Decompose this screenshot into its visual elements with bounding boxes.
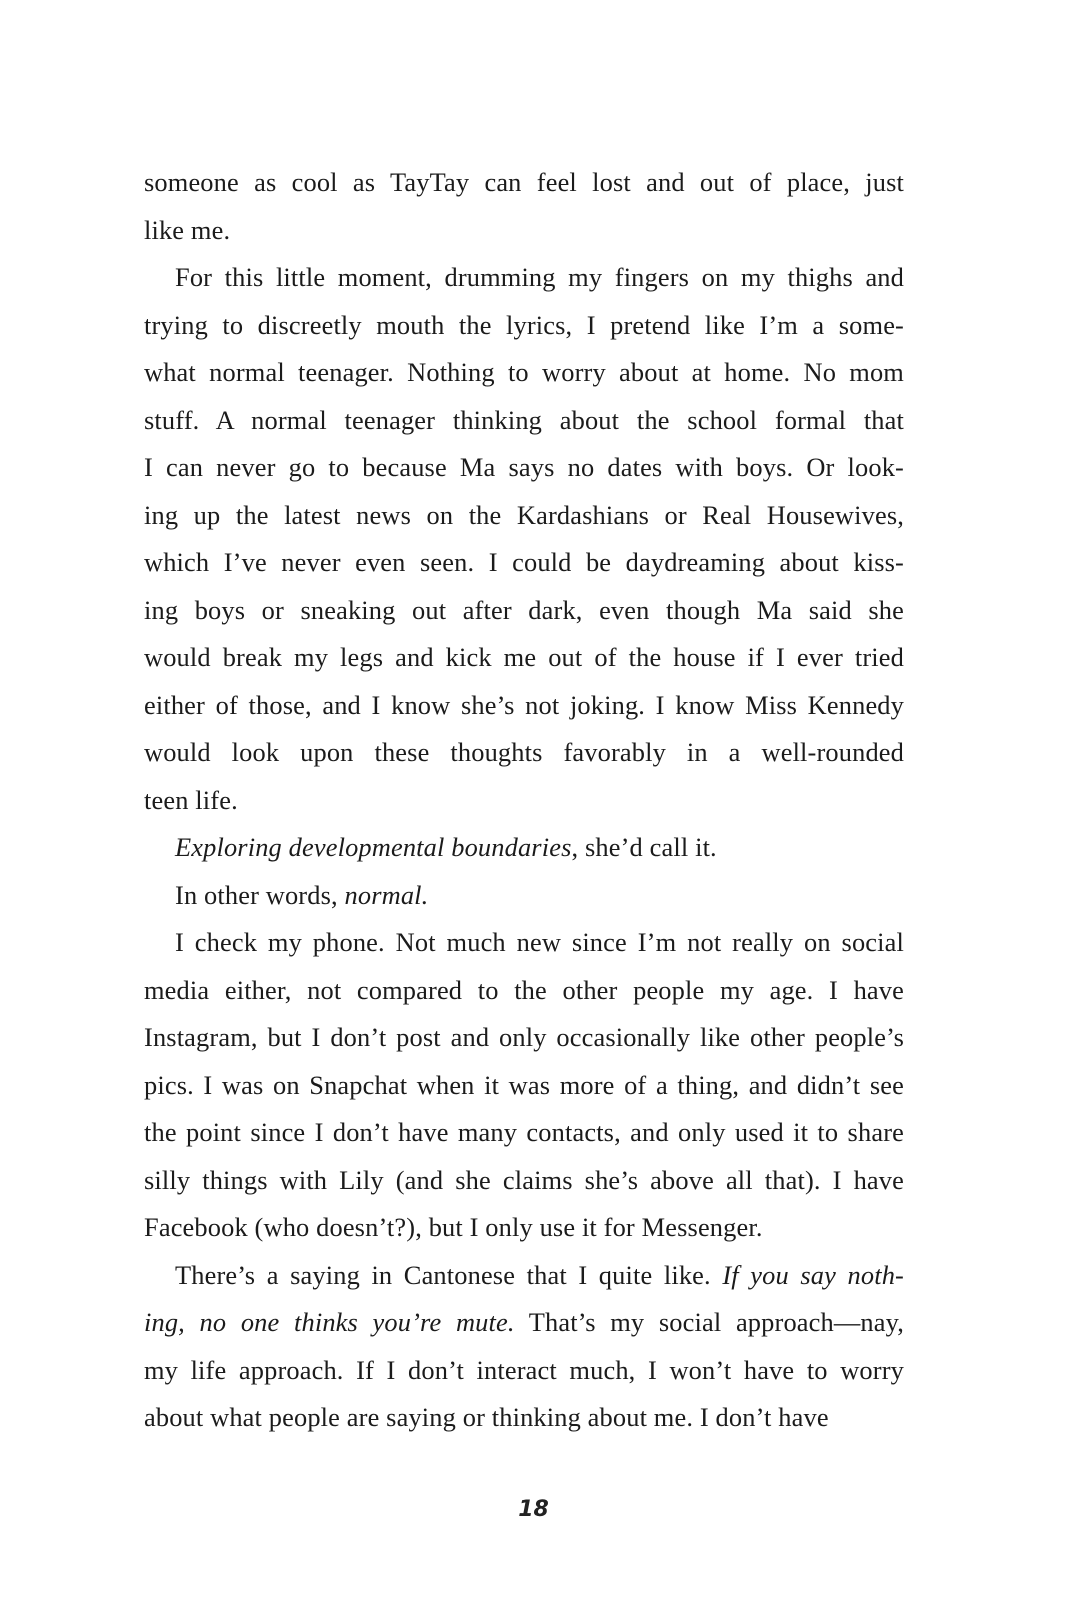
body-text: [144, 159, 904, 1442]
text-segment: which I’ve never even seen. I could be daydreaming about kiss-: [144, 547, 904, 577]
text-segment: , she’d call it.: [571, 832, 717, 862]
text-segment: In other words,: [175, 879, 345, 910]
text-line: [144, 397, 904, 445]
text-segment: There’s a saying in Cantonese that I quite like.: [175, 1259, 723, 1290]
text-segment: teen life.: [144, 784, 238, 815]
text-segment: someone as cool as TayTay can feel lost and out of place, just: [144, 167, 904, 197]
text-line: [144, 967, 904, 1015]
text-line: [144, 1347, 904, 1395]
text-line: [144, 682, 904, 730]
text-line: [144, 634, 904, 682]
text-segment: would look upon these thoughts favorably in a well-rounded: [144, 737, 904, 767]
text-segment: silly things with Lily (and she claims she’s above all that). I have: [144, 1164, 904, 1195]
text-line: [144, 919, 904, 967]
text-line: [144, 587, 904, 635]
text-segment: pics. I was on Snapchat when it was more of a thing, and didn’t see: [144, 1069, 904, 1100]
text-line: [144, 1252, 904, 1300]
text-segment: Facebook (who doesn’t?), but I only use it for Messenger.: [144, 1212, 763, 1242]
text-segment: trying to discreetly mouth the lyrics, I pretend like I’m a some-: [144, 309, 904, 340]
text-line: [144, 1299, 904, 1347]
text-segment: stuff. A normal teenager thinking about the school formal that: [144, 404, 904, 435]
text-line: [144, 349, 904, 397]
text-line: [144, 1157, 904, 1205]
text-line: [144, 492, 904, 540]
text-line: [144, 1394, 904, 1442]
text-segment: either of those, and I know she’s not joking. I know Miss Kennedy: [144, 689, 904, 720]
text-segment: my life approach. If I don’t interact much, I won’t have to worry: [144, 1354, 904, 1385]
text-segment: what normal teenager. Nothing to worry about at home. No mom: [144, 357, 904, 387]
text-line: [144, 1204, 904, 1252]
text-segment: That’s my social approach—nay,: [514, 1307, 904, 1337]
italic-text: ing, no one thinks you’re mute.: [144, 1307, 515, 1337]
text-line: [144, 1014, 904, 1062]
text-segment: ing up the latest news on the Kardashians or Real Housewives,: [144, 499, 904, 530]
text-line: [144, 444, 904, 492]
text-segment: would break my legs and kick me out of the house if I ever tried: [144, 642, 904, 672]
text-segment: media either, not compared to the other people my age. I have: [144, 974, 904, 1005]
text-segment: Instagram, but I don’t post and only occasionally like other people’s: [144, 1022, 904, 1052]
text-segment: about what people are saying or thinking about me. I don’t have: [144, 1402, 829, 1432]
text-segment: ing boys or sneaking out after dark, even though Ma said she: [144, 594, 904, 625]
text-line: [144, 824, 904, 872]
text-segment: the point since I don’t have many contacts, and only used it to share: [144, 1117, 904, 1147]
italic-text: Exploring developmental boundaries: [175, 832, 572, 862]
text-segment: For this little moment, drumming my fingers on my thighs and: [175, 262, 904, 292]
text-segment: like me.: [144, 214, 231, 245]
text-line: [144, 207, 904, 255]
text-line: [144, 1062, 904, 1110]
text-line: [144, 777, 904, 825]
page-number: 18: [518, 1497, 549, 1522]
text-line: [144, 872, 904, 920]
italic-text: If you say noth-: [722, 1259, 904, 1290]
italic-text: normal.: [344, 879, 429, 910]
text-line: [144, 1109, 904, 1157]
text-line: [144, 539, 904, 587]
text-line: [144, 302, 904, 350]
text-line: [144, 729, 904, 777]
text-segment: I check my phone. Not much new since I’m not really on social: [175, 927, 904, 957]
text-line: [144, 159, 904, 207]
text-segment: I can never go to because Ma says no dates with boys. Or look-: [144, 452, 904, 482]
text-line: [144, 254, 904, 302]
